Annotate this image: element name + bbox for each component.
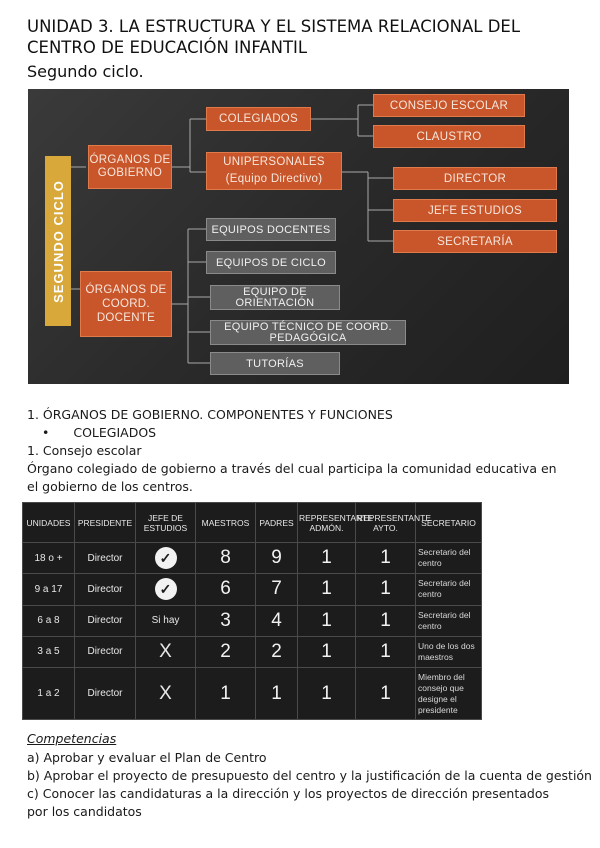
header-unidades: UNIDADES	[23, 503, 75, 543]
cell-admon: 1	[298, 668, 356, 720]
cell-unidades: 18 o +	[23, 543, 75, 574]
header-jefe: JEFE DE ESTUDIOS	[136, 503, 196, 543]
header-secretario: SECRETARIO	[416, 503, 482, 543]
cell-padres: 1	[256, 668, 298, 720]
cell-maestros: 3	[196, 605, 256, 636]
table-row	[23, 574, 482, 605]
section-heading: 1. ÓRGANOS DE GOBIERNO. COMPONENTES Y FUNCIONES	[27, 407, 393, 422]
cell-jefe: X	[136, 668, 196, 720]
cell-ayto: 1	[356, 668, 416, 720]
cell-secretario: Miembro del consejo que designe el presidente	[416, 668, 482, 720]
table-row	[23, 605, 482, 636]
consejo-table	[22, 502, 481, 720]
equipo-tecnico-box: EQUIPO TÉCNICO DE COORD. PEDAGÓGICA	[210, 320, 406, 345]
cell-jefe	[136, 574, 196, 605]
cell-secretario: Secretario del centro	[416, 605, 482, 636]
table-row	[23, 668, 482, 720]
cell-maestros: 8	[196, 543, 256, 574]
competencias-heading: Competencias	[27, 731, 117, 746]
consejo-escolar-box: CONSEJO ESCOLAR	[373, 94, 525, 117]
cell-maestros: 2	[196, 636, 256, 667]
cell-jefe: Si hay	[136, 605, 196, 636]
equipos-ciclo-box: EQUIPOS DE CICLO	[206, 251, 336, 274]
competencia-item: a) Aprobar y evaluar el Plan de Centro	[27, 750, 267, 765]
table-row	[23, 636, 482, 667]
cell-unidades: 9 a 17	[23, 574, 75, 605]
organos-coord-box: ÓRGANOS DE COORD. DOCENTE	[80, 271, 172, 337]
header-admon: REPRESENTANTE ADMÓN.	[298, 503, 356, 543]
cell-secretario: Secretario del centro	[416, 574, 482, 605]
page-title: UNIDAD 3. LA ESTRUCTURA Y EL SISTEMA RELACIONAL DEL CENTRO DE EDUCACIÓN INFANTIL	[27, 17, 521, 57]
cell-ayto: 1	[356, 574, 416, 605]
organos-gobierno-box: ÓRGANOS DE GOBIERNO	[88, 145, 172, 189]
cell-admon: 1	[298, 636, 356, 667]
consejo-description: Órgano colegiado de gobierno a través del cual participa la comunidad educativa en el gobierno de los centros.	[27, 461, 557, 494]
table-header-row	[23, 503, 482, 543]
segundo-ciclo-label: SEGUNDO CICLO	[45, 156, 71, 326]
bullet-item	[42, 424, 156, 442]
header-padres: PADRES	[256, 503, 298, 543]
consejo-heading: 1. Consejo escolar	[27, 443, 142, 458]
bullet-mark: •	[42, 425, 50, 440]
secretaria-box: SECRETARÍA	[393, 230, 557, 253]
page-subtitle: Segundo ciclo.	[27, 62, 144, 81]
director-box: DIRECTOR	[393, 167, 557, 190]
cell-admon: 1	[298, 543, 356, 574]
equipos-docentes-box: EQUIPOS DOCENTES	[206, 218, 336, 241]
competencia-item: c) Conocer las candidaturas a la dirección y los proyectos de dirección presentados por los candidatos	[27, 786, 550, 819]
jefe-estudios-box: JEFE ESTUDIOS	[393, 199, 557, 222]
equipo-orientacion-box: EQUIPO DE ORIENTACIÓN	[210, 285, 340, 310]
cell-presidente: Director	[75, 668, 136, 720]
bullet-label: COLEGIADOS	[73, 425, 157, 440]
cell-admon: 1	[298, 605, 356, 636]
cell-secretario: Secretario del centro	[416, 543, 482, 574]
equipo-directivo-label: (Equipo Directivo)	[225, 173, 323, 185]
table-row	[23, 543, 482, 574]
check-icon: ✓	[155, 578, 177, 600]
cell-padres: 7	[256, 574, 298, 605]
cell-ayto: 1	[356, 543, 416, 574]
cell-unidades: 1 a 2	[23, 668, 75, 720]
cell-presidente: Director	[75, 605, 136, 636]
unipersonales-label: UNIPERSONALES	[223, 156, 325, 168]
tutorias-box: TUTORÍAS	[210, 352, 340, 375]
cell-presidente: Director	[75, 636, 136, 667]
cell-unidades: 3 a 5	[23, 636, 75, 667]
header-presidente: PRESIDENTE	[75, 503, 136, 543]
competencia-item: b) Aprobar el proyecto de presupuesto del centro y la justificación de la cuenta de gestión	[27, 768, 592, 783]
cell-admon: 1	[298, 574, 356, 605]
colegiados-box: COLEGIADOS	[206, 107, 311, 131]
cell-ayto: 1	[356, 605, 416, 636]
cell-maestros: 1	[196, 668, 256, 720]
unipersonales-box	[206, 152, 342, 190]
check-icon: ✓	[155, 547, 177, 569]
cell-presidente: Director	[75, 543, 136, 574]
cell-padres: 4	[256, 605, 298, 636]
cell-secretario: Uno de los dos maestros	[416, 636, 482, 667]
cell-ayto: 1	[356, 636, 416, 667]
cell-jefe	[136, 543, 196, 574]
cell-maestros: 6	[196, 574, 256, 605]
cell-jefe: X	[136, 636, 196, 667]
org-diagram	[28, 89, 569, 384]
claustro-box: CLAUSTRO	[373, 125, 525, 148]
header-ayto: REPRESENTANTE AYTO.	[356, 503, 416, 543]
cell-presidente: Director	[75, 574, 136, 605]
cell-unidades: 6 a 8	[23, 605, 75, 636]
cell-padres: 2	[256, 636, 298, 667]
cell-padres: 9	[256, 543, 298, 574]
header-maestros: MAESTROS	[196, 503, 256, 543]
